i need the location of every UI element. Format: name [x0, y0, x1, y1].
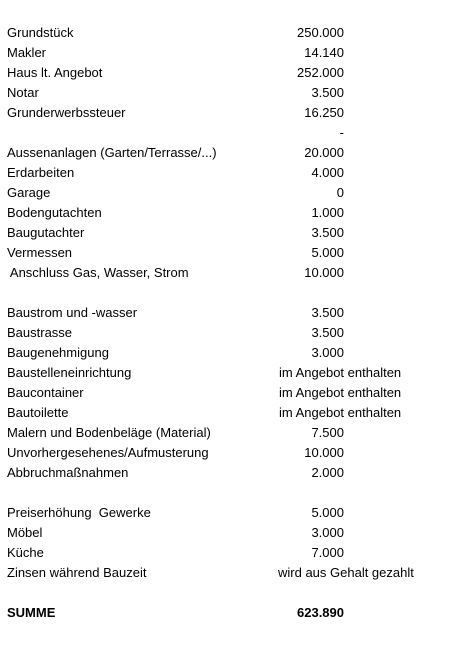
- row-label: Baustelleneinrichtung: [7, 365, 132, 380]
- table-row: [0, 323, 476, 343]
- row-label: Makler: [7, 45, 47, 60]
- row-label: Zinsen während Bauzeit: [7, 565, 147, 580]
- row-value: 250.000: [297, 25, 344, 40]
- row-value: 3.000: [311, 345, 344, 360]
- row-label: Küche: [7, 545, 44, 560]
- table-row: [0, 143, 476, 163]
- row-value: 3.000: [311, 525, 344, 540]
- cost-table: [0, 23, 476, 623]
- row-label: Garage: [7, 185, 51, 200]
- table-row: [0, 483, 476, 503]
- row-label: Baucontainer: [7, 385, 84, 400]
- table-row: [0, 223, 476, 243]
- table-row: [0, 263, 476, 283]
- row-label: Baustrom und -wasser: [7, 305, 138, 320]
- row-value: im Angebot enthalten: [279, 365, 402, 380]
- row-label: Erdarbeiten: [7, 165, 75, 180]
- table-row: [0, 163, 476, 183]
- row-value: 2.000: [311, 465, 344, 480]
- table-row: [0, 283, 476, 303]
- row-label: Möbel: [7, 525, 43, 540]
- table-row: [0, 183, 476, 203]
- total-row: [0, 603, 476, 623]
- row-label: Baugenehmigung: [7, 345, 109, 360]
- row-value: 3.500: [311, 85, 344, 100]
- table-row: [0, 403, 476, 423]
- table-row: [0, 243, 476, 263]
- row-value: 7.500: [311, 425, 344, 440]
- row-label: Malern und Bodenbeläge (Material): [7, 425, 211, 440]
- row-value: 16.250: [304, 105, 344, 120]
- table-row: [0, 443, 476, 463]
- row-value: -: [339, 125, 344, 140]
- row-value: 10.000: [304, 265, 344, 280]
- table-row: [0, 563, 476, 583]
- row-value: im Angebot enthalten: [279, 405, 402, 420]
- row-label: Grundstück: [7, 25, 74, 40]
- table-row: [0, 203, 476, 223]
- row-label: Notar: [7, 85, 39, 100]
- row-label: Vermessen: [7, 245, 73, 260]
- total-value: 623.890: [297, 605, 344, 620]
- row-label: Anschluss Gas, Wasser, Strom: [7, 265, 189, 280]
- table-row: [0, 63, 476, 83]
- row-value: 20.000: [304, 145, 344, 160]
- table-row: [0, 23, 476, 43]
- table-row: [0, 383, 476, 403]
- total-label: SUMME: [7, 605, 56, 620]
- table-row: [0, 363, 476, 383]
- row-value: im Angebot enthalten: [279, 385, 402, 400]
- row-value: 3.500: [311, 305, 344, 320]
- table-row: [0, 523, 476, 543]
- row-value: wird aus Gehalt gezahlt: [278, 565, 414, 580]
- row-label: Baugutachter: [7, 225, 85, 240]
- table-row: [0, 583, 476, 603]
- table-row: [0, 543, 476, 563]
- row-value: 3.500: [311, 225, 344, 240]
- row-label: Abbruchmaßnahmen: [7, 465, 129, 480]
- table-row: [0, 123, 476, 143]
- row-value: 1.000: [311, 205, 344, 220]
- row-value: 3.500: [311, 325, 344, 340]
- table-row: [0, 463, 476, 483]
- row-label: Baustrasse: [7, 325, 73, 340]
- table-row: [0, 503, 476, 523]
- table-row: [0, 303, 476, 323]
- row-value: 4.000: [311, 165, 344, 180]
- row-value: 5.000: [311, 245, 344, 260]
- row-label: Haus lt. Angebot: [7, 65, 103, 80]
- row-label: Aussenanlagen (Garten/Terrasse/...): [7, 145, 217, 160]
- row-label: Bodengutachten: [7, 205, 102, 220]
- table-row: [0, 43, 476, 63]
- row-label: Preiserhöhung Gewerke: [7, 505, 151, 520]
- row-value: 5.000: [311, 505, 344, 520]
- table-row: [0, 103, 476, 123]
- table-row: [0, 83, 476, 103]
- row-value: 0: [336, 185, 344, 200]
- row-label: Grunderwerbssteuer: [7, 105, 126, 120]
- row-value: 7.000: [311, 545, 344, 560]
- table-row: [0, 343, 476, 363]
- row-label: Bautoilette: [7, 405, 69, 420]
- row-value: 10.000: [304, 445, 344, 460]
- table-row: [0, 423, 476, 443]
- row-label: Unvorhergesehenes/Aufmusterung: [7, 445, 209, 460]
- row-value: 14.140: [304, 45, 344, 60]
- row-value: 252.000: [297, 65, 344, 80]
